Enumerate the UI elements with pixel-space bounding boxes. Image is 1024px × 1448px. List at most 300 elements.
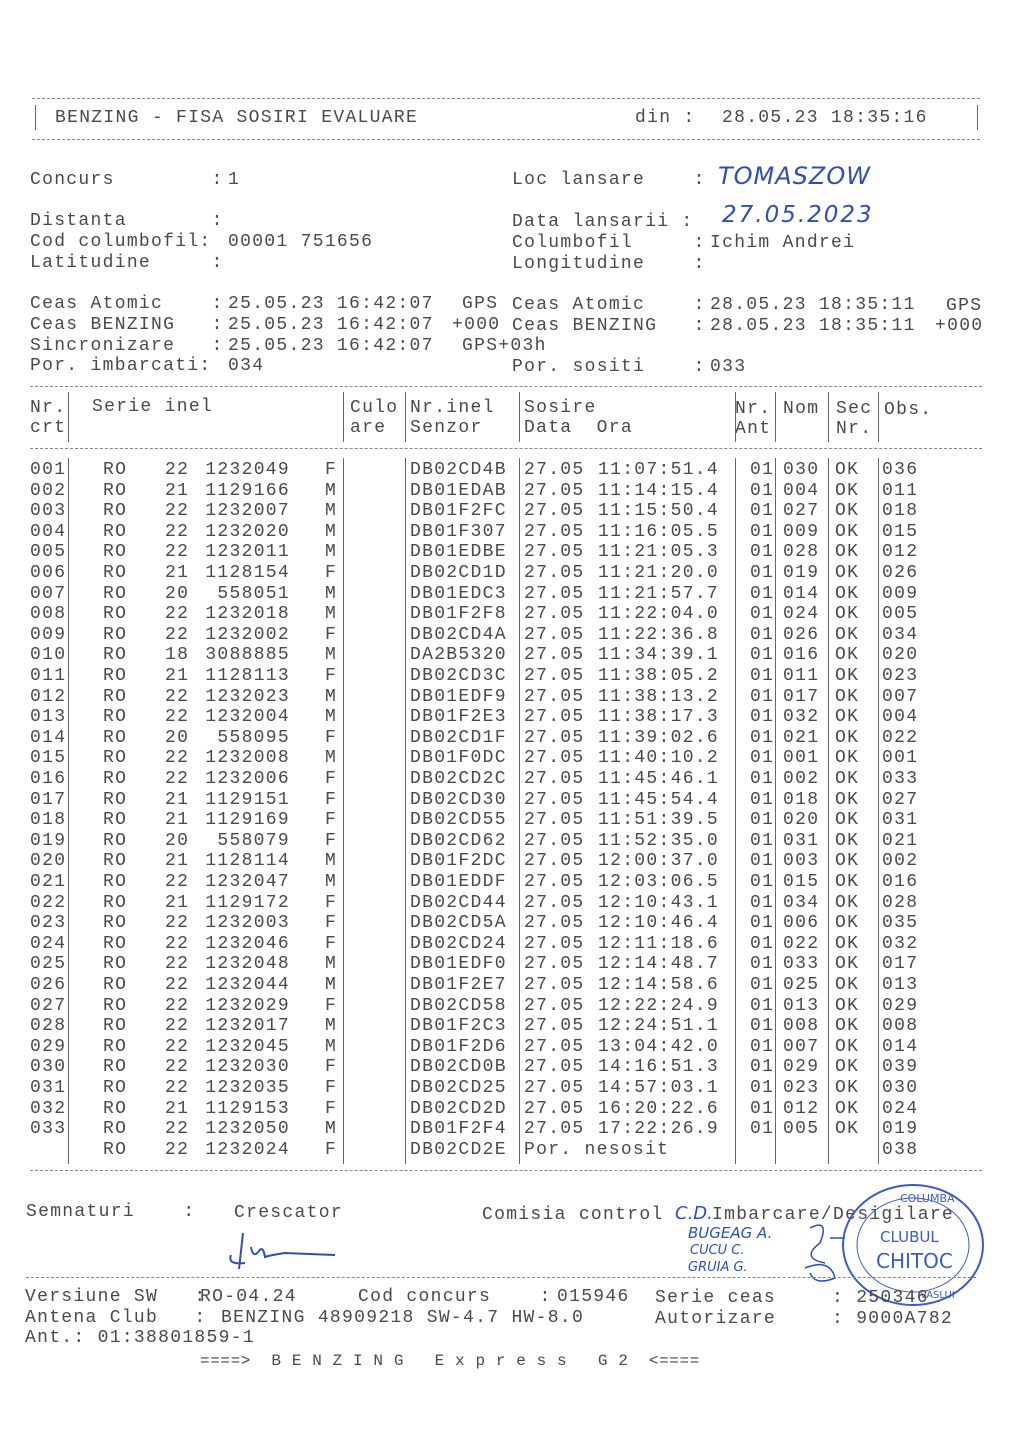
cell-sensor-id: DB01F2C3 xyxy=(410,1016,507,1037)
cell-nr-crt: 014 xyxy=(30,727,67,748)
cell-arrival-date: 27.05 xyxy=(524,872,585,892)
cell-country: RO xyxy=(103,666,128,686)
cell-year: 18 xyxy=(165,645,190,666)
cell-arrival-time: 12:11:18.6 xyxy=(598,933,720,954)
cell-arrival-time: 11:14:15.4 xyxy=(598,480,720,501)
cell-arrival-date: 27.05 xyxy=(524,748,585,769)
sincronizare-label: Sincronizare : xyxy=(30,336,224,356)
cell-sex: F xyxy=(325,666,338,686)
cell-nr-ant: 01 xyxy=(750,542,775,563)
cell-arrival-time: 12:10:46.4 xyxy=(598,913,720,934)
col-header-serie: Serie inel xyxy=(92,397,214,417)
ceas-atomic-end-label: Ceas Atomic : xyxy=(512,295,706,315)
cell-nom: 029 xyxy=(783,1057,820,1078)
cell-nom: 005 xyxy=(783,1119,820,1140)
antena-club-value: BENZING 48909218 SW-4.7 HW-8.0 xyxy=(221,1308,585,1328)
table-row xyxy=(0,460,1024,480)
cell-sec-status: OK xyxy=(835,1057,860,1078)
cell-arrival-date: Por. nesosit xyxy=(524,1139,670,1160)
header-column-rule xyxy=(828,392,829,442)
cell-nr-ant: 01 xyxy=(750,645,775,666)
cell-sec-status: OK xyxy=(835,480,860,501)
cell-country: RO xyxy=(103,913,128,934)
cell-arrival-time: 11:45:46.1 xyxy=(598,769,720,789)
col-header-crt: crt xyxy=(30,418,67,438)
cell-sec-status: OK xyxy=(835,748,860,769)
cell-obs: 021 xyxy=(882,830,919,851)
cell-country: RO xyxy=(103,624,128,645)
cell-sex: M xyxy=(325,583,338,604)
cell-country: RO xyxy=(103,810,128,831)
cell-arrival-time: 12:22:24.9 xyxy=(598,995,720,1016)
cell-country: RO xyxy=(103,501,128,522)
comisia-member-3: GRUIA G. xyxy=(688,1260,748,1275)
antena-club-label: Antena Club : xyxy=(25,1308,207,1328)
cell-arrival-time: 16:20:22.6 xyxy=(598,1098,720,1119)
cell-country: RO xyxy=(103,975,128,995)
cell-ring-number: 1232018 xyxy=(205,604,290,625)
cell-arrival-time: 12:03:06.5 xyxy=(598,872,720,892)
cell-country: RO xyxy=(103,1119,128,1140)
cell-nr-ant: 01 xyxy=(750,1078,775,1098)
col-header-sec: Sec xyxy=(836,399,873,419)
cell-arrival-time: 12:24:51.1 xyxy=(598,1016,720,1037)
sincronizare-value: 25.05.23 16:42:07 xyxy=(228,336,434,356)
cell-nom: 032 xyxy=(783,707,820,728)
table-row xyxy=(0,893,1024,913)
cell-sensor-id: DB01F2F8 xyxy=(410,604,507,625)
cell-sec-status: OK xyxy=(835,542,860,563)
cell-nom: 026 xyxy=(783,624,820,645)
table-row xyxy=(0,707,1024,727)
cell-sensor-id: DB01EDBE xyxy=(410,542,507,563)
cell-nom: 019 xyxy=(783,563,820,583)
cell-sex: M xyxy=(325,686,338,707)
cell-year: 22 xyxy=(165,1119,190,1140)
longitudine-label: Longitudine : xyxy=(512,254,706,274)
columbofil-label: Columbofil : xyxy=(512,233,706,253)
cell-nr-crt: 030 xyxy=(30,1057,67,1078)
table-row xyxy=(0,934,1024,954)
cell-arrival-date: 27.05 xyxy=(524,810,585,831)
cell-nom: 013 xyxy=(783,995,820,1016)
cell-country: RO xyxy=(103,707,128,728)
table-row xyxy=(0,872,1024,892)
cell-obs: 007 xyxy=(882,686,919,707)
cell-year: 22 xyxy=(165,707,190,728)
cell-nr-ant: 01 xyxy=(750,624,775,645)
cell-sensor-id: DB02CD2D xyxy=(410,1098,507,1119)
cell-obs: 034 xyxy=(882,624,919,645)
cell-year: 21 xyxy=(165,892,190,913)
cell-obs: 015 xyxy=(882,521,919,542)
cell-year: 21 xyxy=(165,810,190,831)
cell-arrival-date: 27.05 xyxy=(524,542,585,563)
cell-country: RO xyxy=(103,563,128,583)
cell-year: 22 xyxy=(165,1036,190,1057)
cell-sec-status: OK xyxy=(835,830,860,851)
table-row xyxy=(0,831,1024,851)
cell-nr-ant: 01 xyxy=(750,933,775,954)
imbarcati-value: 034 xyxy=(228,356,265,376)
cell-sensor-id: DB02CD1D xyxy=(410,563,507,583)
cell-year: 22 xyxy=(165,995,190,1016)
cell-nom: 008 xyxy=(783,1016,820,1037)
cell-nr-ant: 01 xyxy=(750,872,775,892)
cell-nom: 020 xyxy=(783,810,820,831)
cell-sex: F xyxy=(325,727,338,748)
cell-year: 21 xyxy=(165,1098,190,1119)
cell-sex: F xyxy=(325,563,338,583)
cell-sensor-id: DB02CD1F xyxy=(410,727,507,748)
cell-nom: 015 xyxy=(783,872,820,892)
cell-nr-ant: 01 xyxy=(750,563,775,583)
col-header-sec-nr: Nr. xyxy=(836,419,873,439)
cell-ring-number: 1129166 xyxy=(205,480,290,501)
cell-ring-number: 1232007 xyxy=(205,501,290,522)
cell-nr-ant: 01 xyxy=(750,1098,775,1119)
cell-sex: M xyxy=(325,1036,338,1057)
cell-sex: M xyxy=(325,1119,338,1140)
cell-arrival-date: 27.05 xyxy=(524,1098,585,1119)
comisia-handwritten-cd: C.D. xyxy=(675,1203,713,1224)
cell-nom: 033 xyxy=(783,954,820,975)
cell-year: 22 xyxy=(165,975,190,995)
cell-country: RO xyxy=(103,748,128,769)
cell-sec-status: OK xyxy=(835,1036,860,1057)
cell-sex: F xyxy=(325,1057,338,1078)
crescator-label: Crescator xyxy=(234,1203,343,1223)
cell-nr-ant: 01 xyxy=(750,769,775,789)
cell-sensor-id: DB02CD44 xyxy=(410,892,507,913)
table-row xyxy=(0,913,1024,933)
cell-obs: 038 xyxy=(882,1139,919,1160)
cell-nr-crt: 026 xyxy=(30,975,67,995)
cell-arrival-date: 27.05 xyxy=(524,521,585,542)
cell-year: 21 xyxy=(165,666,190,686)
cell-sec-status: OK xyxy=(835,583,860,604)
table-row xyxy=(0,1119,1024,1139)
cell-ring-number: 1232002 xyxy=(205,624,290,645)
cell-year: 21 xyxy=(165,480,190,501)
table-row xyxy=(0,501,1024,521)
cell-arrival-date: 27.05 xyxy=(524,727,585,748)
brand-footer: ====> B E N Z I N G E x p r e s s G 2 <==== xyxy=(200,1352,700,1370)
cell-ring-number: 1232044 xyxy=(205,975,290,995)
cell-ring-number: 1232004 xyxy=(205,707,290,728)
cell-obs: 013 xyxy=(882,975,919,995)
cell-country: RO xyxy=(103,1098,128,1119)
cell-arrival-date: 27.05 xyxy=(524,995,585,1016)
cell-sex: M xyxy=(325,501,338,522)
distanta-label: Distanta : xyxy=(30,211,224,231)
cell-year: 22 xyxy=(165,748,190,769)
cell-nom: 002 xyxy=(783,769,820,789)
table-row xyxy=(0,954,1024,974)
cell-sex: F xyxy=(325,1098,338,1119)
columbofil-value: Ichim Andrei xyxy=(710,233,856,253)
col-header-senzor: Senzor xyxy=(410,418,483,438)
cell-ring-number: 1129151 xyxy=(205,789,290,810)
cell-obs: 009 xyxy=(882,583,919,604)
cell-arrival-date: 27.05 xyxy=(524,789,585,810)
versiune-label: Versiune SW : xyxy=(25,1287,207,1307)
cell-arrival-date: 27.05 xyxy=(524,851,585,872)
cell-obs: 023 xyxy=(882,666,919,686)
header-left-border xyxy=(35,105,36,130)
table-row xyxy=(0,542,1024,562)
cell-sensor-id: DB01EDF9 xyxy=(410,686,507,707)
cell-arrival-date: 27.05 xyxy=(524,480,585,501)
cell-sensor-id: DB02CD30 xyxy=(410,789,507,810)
cell-sensor-id: DB02CD2E xyxy=(410,1139,507,1160)
crescator-signature xyxy=(225,1225,345,1275)
cell-nom: 006 xyxy=(783,913,820,934)
cell-year: 22 xyxy=(165,460,190,480)
cell-arrival-time: 11:38:05.2 xyxy=(598,666,720,686)
cell-arrival-date: 27.05 xyxy=(524,501,585,522)
cell-arrival-date: 27.05 xyxy=(524,645,585,666)
cell-arrival-time: 11:39:02.6 xyxy=(598,727,720,748)
cell-sex: M xyxy=(325,975,338,995)
table-row xyxy=(0,748,1024,768)
cell-nom: 011 xyxy=(783,666,820,686)
cell-arrival-time: 14:16:51.3 xyxy=(598,1057,720,1078)
cell-nr-ant: 01 xyxy=(750,954,775,975)
cell-sex: M xyxy=(325,645,338,666)
cell-obs: 026 xyxy=(882,563,919,583)
cell-obs: 019 xyxy=(882,1119,919,1140)
cell-arrival-date: 27.05 xyxy=(524,1016,585,1037)
cell-nr-ant: 01 xyxy=(750,480,775,501)
cell-nr-ant: 01 xyxy=(750,892,775,913)
cell-arrival-date: 27.05 xyxy=(524,892,585,913)
cell-nr-ant: 01 xyxy=(750,686,775,707)
ceas-benzing-start-label: Ceas BENZING : xyxy=(30,315,224,335)
cell-ring-number: 1232048 xyxy=(205,954,290,975)
cell-nr-crt: 024 xyxy=(30,933,67,954)
cell-sec-status: OK xyxy=(835,727,860,748)
cell-country: RO xyxy=(103,789,128,810)
cell-sec-status: OK xyxy=(835,933,860,954)
cell-nr-crt: 008 xyxy=(30,604,67,625)
cell-sensor-id: DB02CD55 xyxy=(410,810,507,831)
cell-arrival-date: 27.05 xyxy=(524,913,585,934)
cell-sex: M xyxy=(325,707,338,728)
header-bottom-border xyxy=(32,139,980,140)
cell-nr-crt: 031 xyxy=(30,1078,67,1098)
cell-nom: 004 xyxy=(783,480,820,501)
cell-nr-crt: 027 xyxy=(30,995,67,1016)
cell-nr-ant: 01 xyxy=(750,666,775,686)
cell-ring-number: 1129169 xyxy=(205,810,290,831)
cell-sec-status: OK xyxy=(835,789,860,810)
cell-nr-crt: 028 xyxy=(30,1016,67,1037)
cod-columbofil-label: Cod columbofil: xyxy=(30,232,212,252)
cell-arrival-time: 12:00:37.0 xyxy=(598,851,720,872)
cell-country: RO xyxy=(103,1036,128,1057)
cell-sex: F xyxy=(325,1078,338,1098)
cell-nom: 014 xyxy=(783,583,820,604)
cod-concurs-label: Cod concurs : xyxy=(358,1287,552,1307)
cell-ring-number: 1232008 xyxy=(205,748,290,769)
cell-ring-number: 1232047 xyxy=(205,872,290,892)
cell-nr-ant: 01 xyxy=(750,460,775,480)
header-column-rule xyxy=(519,392,520,442)
cell-obs: 036 xyxy=(882,460,919,480)
col-header-culoare: Culo xyxy=(350,398,399,418)
cell-sec-status: OK xyxy=(835,995,860,1016)
cell-sensor-id: DB01F2D6 xyxy=(410,1036,507,1057)
cell-arrival-date: 27.05 xyxy=(524,1078,585,1098)
cell-ring-number: 1232024 xyxy=(205,1139,290,1160)
cell-nr-crt: 006 xyxy=(30,563,67,583)
table-top-border xyxy=(30,386,982,387)
ceas-benzing-end-suffix: +000 xyxy=(935,316,984,336)
cell-sensor-id: DB01F2FC xyxy=(410,501,507,522)
cell-year: 21 xyxy=(165,563,190,583)
cell-country: RO xyxy=(103,460,128,480)
table-row xyxy=(0,975,1024,995)
cell-obs: 002 xyxy=(882,851,919,872)
col-header-nr: Nr. xyxy=(30,398,67,418)
table-row xyxy=(0,1037,1024,1057)
cell-sex: M xyxy=(325,872,338,892)
cell-sex: M xyxy=(325,521,338,542)
cell-ring-number: 1232011 xyxy=(205,542,290,563)
cell-ring-number: 1232035 xyxy=(205,1078,290,1098)
cell-sex: F xyxy=(325,769,338,789)
cell-nr-crt: 004 xyxy=(30,521,67,542)
cell-country: RO xyxy=(103,521,128,542)
cell-arrival-time: 12:10:43.1 xyxy=(598,892,720,913)
cell-arrival-date: 27.05 xyxy=(524,769,585,789)
cell-sex: F xyxy=(325,995,338,1016)
table-row xyxy=(0,645,1024,665)
cell-nr-crt: 017 xyxy=(30,789,67,810)
header-column-rule xyxy=(343,392,344,442)
ceas-benzing-start-value: 25.05.23 16:42:07 xyxy=(228,315,434,335)
cell-sec-status: OK xyxy=(835,563,860,583)
cell-nr-ant: 01 xyxy=(750,1119,775,1140)
cell-obs: 014 xyxy=(882,1036,919,1057)
cell-arrival-time: 11:07:51.4 xyxy=(598,460,720,480)
cell-obs: 028 xyxy=(882,892,919,913)
cell-arrival-date: 27.05 xyxy=(524,933,585,954)
cell-obs: 029 xyxy=(882,995,919,1016)
cell-ring-number: 1232049 xyxy=(205,460,290,480)
cell-sex: M xyxy=(325,851,338,872)
cell-sec-status: OK xyxy=(835,604,860,625)
col-header-sosire: Sosire xyxy=(524,398,597,418)
cell-ring-number: 1129172 xyxy=(205,892,290,913)
cell-year: 22 xyxy=(165,769,190,789)
cell-nr-crt: 015 xyxy=(30,748,67,769)
cell-arrival-date: 27.05 xyxy=(524,460,585,480)
cell-country: RO xyxy=(103,686,128,707)
cell-sec-status: OK xyxy=(835,1016,860,1037)
cell-nom: 017 xyxy=(783,686,820,707)
cell-year: 22 xyxy=(165,542,190,563)
cell-arrival-time: 14:57:03.1 xyxy=(598,1078,720,1098)
comisia-control-label: Comisia control xyxy=(482,1205,664,1225)
cell-sensor-id: DA2B5320 xyxy=(410,645,507,666)
table-row xyxy=(0,1078,1024,1098)
cell-sex: F xyxy=(325,1139,338,1160)
cell-arrival-time: 11:21:20.0 xyxy=(598,563,720,583)
cell-nr-crt: 032 xyxy=(30,1098,67,1119)
loc-lansare-handwritten: TOMASZOW xyxy=(718,162,871,190)
cell-country: RO xyxy=(103,727,128,748)
cell-nr-ant: 01 xyxy=(750,583,775,604)
cell-sec-status: OK xyxy=(835,872,860,892)
cell-sensor-id: DB02CD4A xyxy=(410,624,507,645)
cell-arrival-date: 27.05 xyxy=(524,604,585,625)
cell-nr-crt: 019 xyxy=(30,830,67,851)
cell-arrival-time: 11:45:54.4 xyxy=(598,789,720,810)
cell-arrival-date: 27.05 xyxy=(524,1036,585,1057)
cell-ring-number: 1128114 xyxy=(205,851,290,872)
cell-nr-crt: 010 xyxy=(30,645,67,666)
cell-sensor-id: DB01EDF0 xyxy=(410,954,507,975)
cell-sec-status: OK xyxy=(835,913,860,934)
ceas-atomic-end-value: 28.05.23 18:35:11 xyxy=(710,295,916,315)
cell-year: 22 xyxy=(165,604,190,625)
cell-nr-crt: 018 xyxy=(30,810,67,831)
footer-divider xyxy=(26,1277,976,1278)
comisia-member-1: BUGEAG A. xyxy=(688,1224,773,1242)
cell-ring-number: 558051 xyxy=(217,583,290,604)
cell-obs: 001 xyxy=(882,748,919,769)
cell-sex: M xyxy=(325,954,338,975)
cell-sensor-id: DB01F0DC xyxy=(410,748,507,769)
serie-ceas-value: : 250346 xyxy=(832,1288,929,1308)
cell-sec-status: OK xyxy=(835,892,860,913)
cell-arrival-time: 11:34:39.1 xyxy=(598,645,720,666)
cell-sensor-id: DB01F2E7 xyxy=(410,975,507,995)
cell-year: 21 xyxy=(165,851,190,872)
cell-ring-number: 1128154 xyxy=(205,563,290,583)
table-bottom-border xyxy=(30,1170,982,1171)
cell-ring-number: 1232023 xyxy=(205,686,290,707)
cell-country: RO xyxy=(103,583,128,604)
stamp-text-clubul: CLUBUL xyxy=(880,1228,939,1246)
cell-arrival-date: 27.05 xyxy=(524,975,585,995)
cell-arrival-time: 11:21:57.7 xyxy=(598,583,720,604)
cell-nr-ant: 01 xyxy=(750,810,775,831)
cell-nr-crt: 022 xyxy=(30,892,67,913)
cell-country: RO xyxy=(103,872,128,892)
ceas-atomic-start-value: 25.05.23 16:42:07 xyxy=(228,294,434,314)
header-column-rule xyxy=(735,392,736,442)
cell-arrival-time: 11:51:39.5 xyxy=(598,810,720,831)
cell-arrival-date: 27.05 xyxy=(524,707,585,728)
cell-nr-crt: 029 xyxy=(30,1036,67,1057)
cell-arrival-time: 11:22:04.0 xyxy=(598,604,720,625)
cell-sec-status: OK xyxy=(835,810,860,831)
cell-nom: 023 xyxy=(783,1078,820,1098)
cell-nr-ant: 01 xyxy=(750,1036,775,1057)
cell-nom: 012 xyxy=(783,1098,820,1119)
cell-year: 22 xyxy=(165,686,190,707)
cell-sec-status: OK xyxy=(835,521,860,542)
cell-nom: 027 xyxy=(783,501,820,522)
cell-arrival-time: 12:14:48.7 xyxy=(598,954,720,975)
ceas-benzing-end-value: 28.05.23 18:35:11 xyxy=(710,316,916,336)
cell-country: RO xyxy=(103,830,128,851)
cell-year: 22 xyxy=(165,501,190,522)
cell-sec-status: OK xyxy=(835,707,860,728)
